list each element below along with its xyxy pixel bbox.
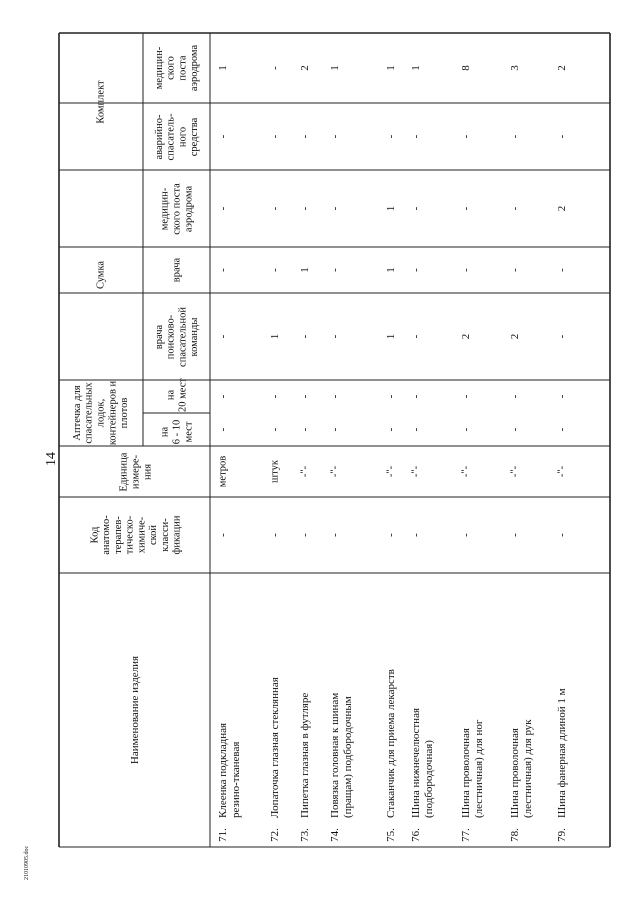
header-kit-group — [72, 380, 130, 445]
header-set-rescue-line: ного — [177, 126, 189, 148]
cell-set-rescue: - — [410, 134, 422, 139]
header-kit-group-line: Аптечка для — [71, 385, 83, 441]
cell-bag-aero: 2 — [556, 205, 568, 212]
cell-kit-large: - — [217, 394, 229, 399]
row-number: 73. — [299, 828, 311, 842]
header-set-rescue-line: спасатель- — [165, 113, 177, 161]
cell-bag-search: 2 — [509, 333, 521, 340]
cell-kit-large: - — [460, 394, 472, 399]
cell-bag-search: 2 — [460, 333, 472, 340]
cell-bag-search: 1 — [269, 333, 281, 340]
cell-bag-aero: - — [299, 206, 311, 211]
cell-kit-large: - — [385, 394, 397, 399]
item-name: (подбородочная) — [423, 740, 435, 818]
row-number: 72. — [269, 828, 281, 842]
table-header — [72, 45, 200, 765]
cell-kit-small: - — [460, 427, 472, 432]
header-set-aero-line: медицин- — [153, 46, 165, 90]
header-code-line: тическо- — [124, 515, 136, 555]
header-set-group-line: Комплект — [95, 80, 107, 124]
header-bag-search-line: спасательной — [177, 307, 189, 367]
cell-bag-doctor: - — [410, 268, 422, 272]
cell-kit-small: - — [556, 427, 568, 432]
cell-set-rescue: - — [329, 134, 341, 139]
header-code-line: класси- — [159, 518, 171, 552]
cell-kit-large: - — [299, 394, 311, 399]
cell-bag-doctor: - — [329, 268, 341, 272]
cell-bag-doctor: - — [269, 268, 281, 272]
cell-bag-doctor: - — [509, 268, 521, 272]
row-number: 71. — [217, 828, 229, 842]
header-kit-large — [166, 378, 189, 412]
cell-set-rescue: - — [217, 134, 229, 139]
cell-kit-small: - — [509, 427, 521, 432]
item-name: (лестничная) для рук — [522, 719, 534, 818]
table-row — [385, 65, 397, 842]
cell-bag-search: 1 — [385, 333, 397, 340]
cell-kit-large: - — [509, 394, 521, 399]
header-kit-large-line: на — [165, 389, 177, 401]
cell-kit-large: - — [556, 394, 568, 399]
cell-bag-search: - — [410, 334, 422, 339]
cell-unit: -"- — [556, 465, 568, 478]
header-set-rescue — [154, 113, 200, 160]
header-bag-search — [154, 307, 200, 367]
cell-kit-large: - — [269, 394, 281, 399]
header-set-aero-line: аэродрома — [189, 44, 201, 92]
item-name: Стаканчик для приема лекарств — [385, 669, 397, 818]
cell-bag-doctor: - — [460, 268, 472, 272]
cell-set-rescue: - — [269, 134, 281, 139]
cell-unit: метров — [217, 455, 229, 488]
cell-unit: -"- — [509, 465, 521, 478]
cell-code: - — [556, 533, 568, 537]
row-number: 78. — [509, 828, 521, 842]
header-kit-small-line: на — [159, 426, 171, 438]
cell-set-rescue: - — [385, 134, 397, 139]
header-unit-line: Единица — [118, 452, 130, 492]
cell-kit-large: - — [329, 394, 341, 399]
header-set-rescue-line: средства — [189, 117, 201, 157]
header-bag-search-line: команды — [189, 317, 201, 357]
cell-kit-small: - — [410, 427, 422, 432]
item-name: Шина проволочная — [509, 728, 521, 818]
header-kit-group-line: плотов — [119, 397, 131, 429]
header-kit-small-line: 6 - 10 — [171, 419, 183, 445]
cell-bag-doctor: 1 — [299, 267, 311, 273]
cell-set-aero: - — [269, 66, 281, 70]
cell-code: - — [509, 533, 521, 537]
cell-bag-aero: - — [509, 206, 521, 211]
cell-code: - — [385, 533, 397, 537]
cell-code: - — [217, 533, 229, 537]
header-set-group — [96, 80, 107, 124]
cell-kit-small: - — [269, 427, 281, 432]
cell-set-rescue: - — [556, 134, 568, 139]
cell-bag-search: - — [299, 334, 311, 339]
cell-bag-search: - — [329, 334, 341, 339]
header-bag-aero-line: медицин- — [159, 187, 171, 231]
header-bag-search-line: поисково- — [165, 314, 177, 360]
cell-set-aero: 1 — [329, 65, 341, 71]
header-set-aero-line: ского — [165, 56, 177, 80]
item-name: Шина фанерная длиной 1 м — [556, 688, 568, 818]
cell-code: - — [299, 533, 311, 537]
cell-unit: -"- — [329, 465, 341, 478]
cell-kit-small: - — [299, 427, 311, 432]
cell-bag-aero: - — [329, 206, 341, 211]
header-kit-large-line: 20 мест — [177, 378, 189, 412]
header-bag-doctor — [172, 257, 183, 282]
item-name: Повязка головная к шинам — [329, 692, 341, 818]
table-body — [217, 65, 568, 842]
item-name: Пипетка глазная в футляре — [299, 692, 311, 818]
header-set-aero-line: поста — [177, 55, 189, 81]
header-unit-line: измере- — [130, 454, 142, 490]
header-code-line: фикации — [171, 515, 183, 555]
table-row — [217, 65, 242, 842]
row-number: 79. — [556, 828, 568, 842]
item-name: Лопаточка глазная стеклянная — [269, 677, 281, 818]
cell-bag-aero: - — [460, 206, 472, 211]
cell-set-rescue: - — [460, 134, 472, 139]
item-name: Клеенка подкладная — [217, 722, 229, 818]
header-unit-line: ния — [142, 463, 154, 481]
row-number: 75. — [385, 828, 397, 842]
header-code-line: анатомо- — [101, 515, 113, 555]
header-kit-group-line: лодок, — [95, 398, 107, 428]
table-row — [509, 65, 534, 842]
cell-unit: -"- — [460, 465, 472, 478]
cell-bag-aero: 1 — [385, 205, 397, 212]
cell-bag-doctor: - — [556, 268, 568, 272]
cell-kit-large: - — [410, 394, 422, 399]
header-bag-doctor-line: врача — [171, 257, 183, 283]
table-row — [269, 66, 281, 842]
header-name-line: Наименование изделия — [129, 655, 141, 765]
cell-set-rescue: - — [299, 134, 311, 139]
cell-unit: -"- — [410, 465, 422, 478]
item-name: резино-тканевая — [230, 741, 242, 818]
cell-code: - — [269, 533, 281, 537]
cell-set-aero: 2 — [299, 65, 311, 71]
header-code — [89, 515, 182, 555]
header-kit-small-line: мест — [183, 421, 195, 443]
cell-kit-small: - — [329, 427, 341, 432]
row-number: 74. — [329, 828, 341, 842]
cell-bag-search: - — [217, 334, 229, 339]
header-unit — [119, 452, 154, 491]
header-bag-aero-line: ского поста — [171, 183, 183, 235]
header-code-line: химиче- — [136, 516, 148, 554]
header-bag-aero-line: аэродрома — [183, 185, 195, 233]
cell-unit: штук — [269, 460, 281, 483]
table-row — [299, 65, 311, 842]
cell-bag-aero: - — [410, 206, 422, 211]
header-bag-group — [96, 261, 107, 289]
footer-filename: 21010905.doc — [24, 845, 30, 880]
header-kit-small — [160, 420, 195, 445]
cell-unit: -"- — [299, 465, 311, 478]
cell-bag-doctor: 1 — [385, 267, 397, 273]
page-number: 14 — [44, 452, 59, 466]
cell-code: - — [410, 533, 422, 537]
cell-set-aero: 3 — [509, 65, 521, 71]
header-bag-group-line: Сумка — [95, 260, 107, 290]
cell-bag-aero: - — [269, 206, 281, 211]
table-row — [556, 65, 568, 842]
table-row — [410, 65, 435, 842]
item-name: (пращам) подбородочным — [342, 696, 354, 818]
item-name: (лестничная) для ног — [473, 719, 485, 818]
cell-bag-doctor: - — [217, 268, 229, 272]
row-number: 77. — [460, 828, 472, 842]
header-set-rescue-line: аварийно- — [153, 114, 165, 160]
cell-set-aero: 8 — [460, 65, 472, 71]
header-code-line: Код — [89, 526, 101, 544]
cell-set-aero: 1 — [385, 65, 397, 71]
cell-code: - — [329, 533, 341, 537]
header-code-line: терапев- — [112, 516, 124, 554]
header-name — [129, 656, 141, 764]
header-set-aero — [154, 45, 200, 92]
cell-set-aero: 2 — [556, 65, 568, 71]
item-name: Шина нижнечелюстная — [410, 707, 422, 818]
cell-kit-small: - — [217, 427, 229, 432]
cell-set-rescue: - — [509, 134, 521, 139]
table-row — [460, 65, 485, 842]
header-kit-group-line: контейнеров и — [107, 380, 119, 446]
cell-unit: -"- — [385, 465, 397, 478]
header-code-line: ской — [148, 524, 160, 546]
header-bag-aero — [160, 183, 195, 235]
cell-set-aero: 1 — [217, 65, 229, 71]
header-bag-search-line: врача — [153, 324, 165, 350]
cell-kit-small: - — [385, 427, 397, 432]
cell-bag-aero: - — [217, 206, 229, 211]
header-kit-group-line: спасательных — [83, 382, 95, 444]
cell-set-aero: 1 — [410, 65, 422, 71]
table-row — [329, 65, 354, 842]
cell-bag-search: - — [556, 334, 568, 339]
item-name: Шина проволочная — [460, 728, 472, 818]
cell-code: - — [460, 533, 472, 537]
row-number: 76. — [410, 828, 422, 842]
